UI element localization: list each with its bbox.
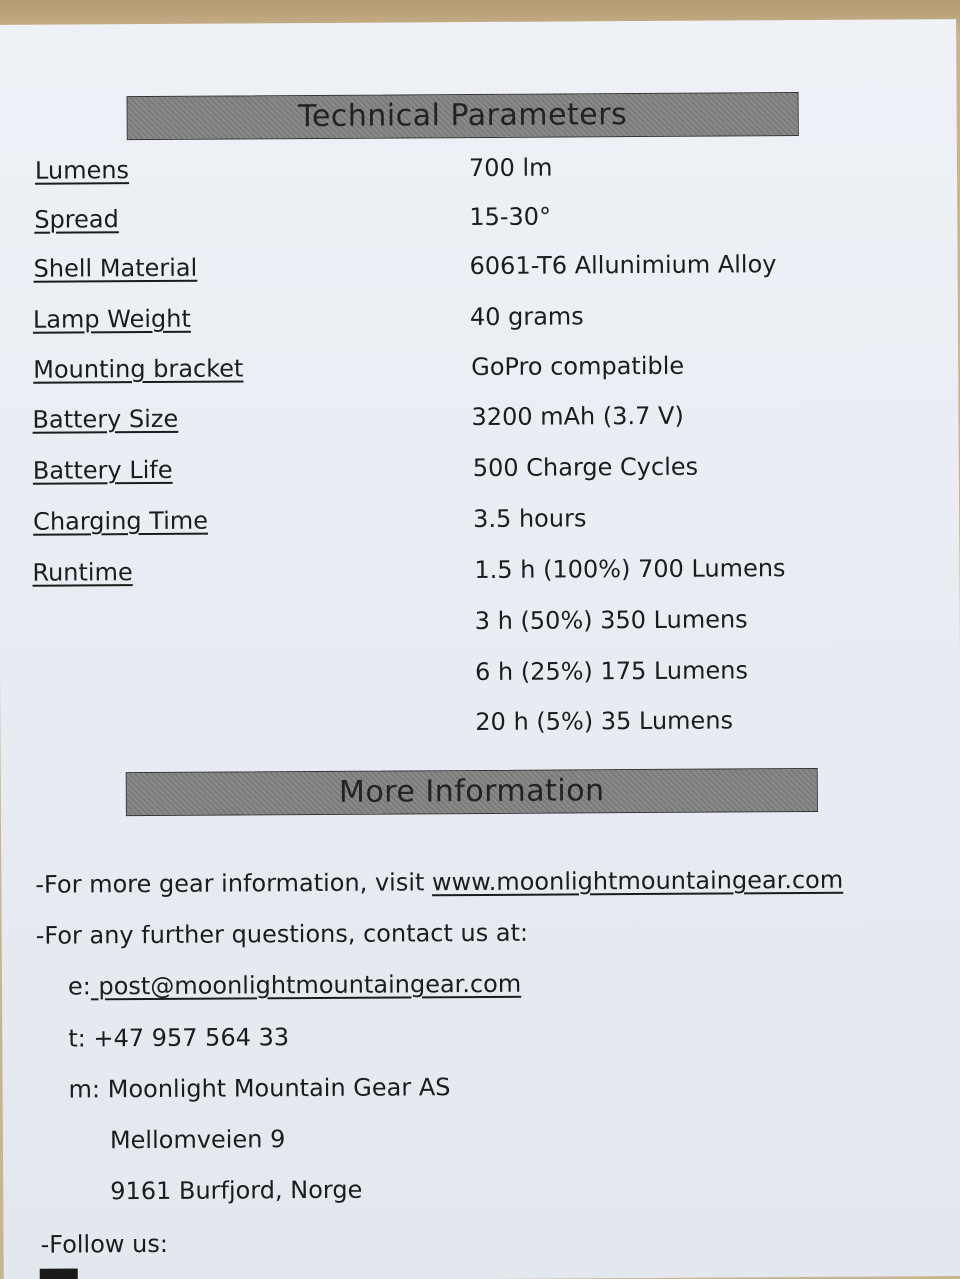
follow-us-label: -Follow us: — [40, 1229, 169, 1259]
param-value-battery-size: 3200 mAh (3.7 V) — [471, 401, 684, 432]
param-value-runtime-5: 20 h (5%) 35 Lumens — [475, 706, 734, 737]
email-prefix: e: — [67, 972, 91, 1001]
param-label-lamp-weight: Lamp Weight — [32, 304, 191, 334]
param-label-charging-time: Charging Time — [33, 506, 209, 536]
contact-intro: -For any further questions, contact us at: — [35, 918, 529, 950]
param-label-mounting-bracket: Mounting bracket — [33, 354, 244, 384]
param-value-battery-life: 500 Charge Cycles — [472, 452, 699, 483]
param-label-runtime: Runtime — [32, 558, 133, 587]
email-link[interactable]: post@moonlightmountaingear.com — [90, 969, 522, 1001]
more-information-heading: More Information — [126, 768, 818, 816]
address-street: Mellomveien 9 — [109, 1125, 286, 1155]
technical-parameters-heading: Technical Parameters — [127, 92, 799, 140]
param-value-charging-time: 3.5 hours — [473, 504, 587, 534]
mail-address-line: m: Moonlight Mountain Gear AS — [68, 1073, 451, 1104]
param-label-shell-material: Shell Material — [33, 253, 198, 283]
param-label-battery-life: Battery Life — [32, 455, 173, 485]
phone-line: t: +47 957 564 33 — [68, 1023, 290, 1053]
email-line — [68, 970, 521, 1001]
param-value-lamp-weight: 40 grams — [469, 302, 584, 332]
gear-info-text: -For more gear information, visit — [35, 868, 433, 899]
address-city: 9161 Burfjord, Norge — [110, 1175, 363, 1206]
website-link[interactable]: www.moonlightmountaingear.com — [431, 865, 844, 897]
gear-info-line — [35, 866, 843, 899]
param-label-lumens: Lumens — [34, 156, 130, 185]
param-value-runtime-50: 3 h (50%) 350 Lumens — [474, 605, 748, 636]
param-value-shell-material: 6061-T6 Allunimium Alloy — [469, 250, 777, 281]
document-page — [0, 19, 960, 1279]
param-value-runtime-25: 6 h (25%) 175 Lumens — [474, 656, 749, 687]
param-value-mounting-bracket: GoPro compatible — [471, 351, 685, 382]
social-icon[interactable] — [40, 1268, 78, 1279]
param-label-battery-size: Battery Size — [32, 404, 179, 434]
param-value-lumens: 700 lm — [468, 153, 553, 183]
param-value-spread: 15-30° — [469, 202, 552, 232]
param-value-runtime-100: 1.5 h (100%) 700 Lumens — [474, 554, 786, 585]
param-label-spread: Spread — [34, 205, 119, 234]
